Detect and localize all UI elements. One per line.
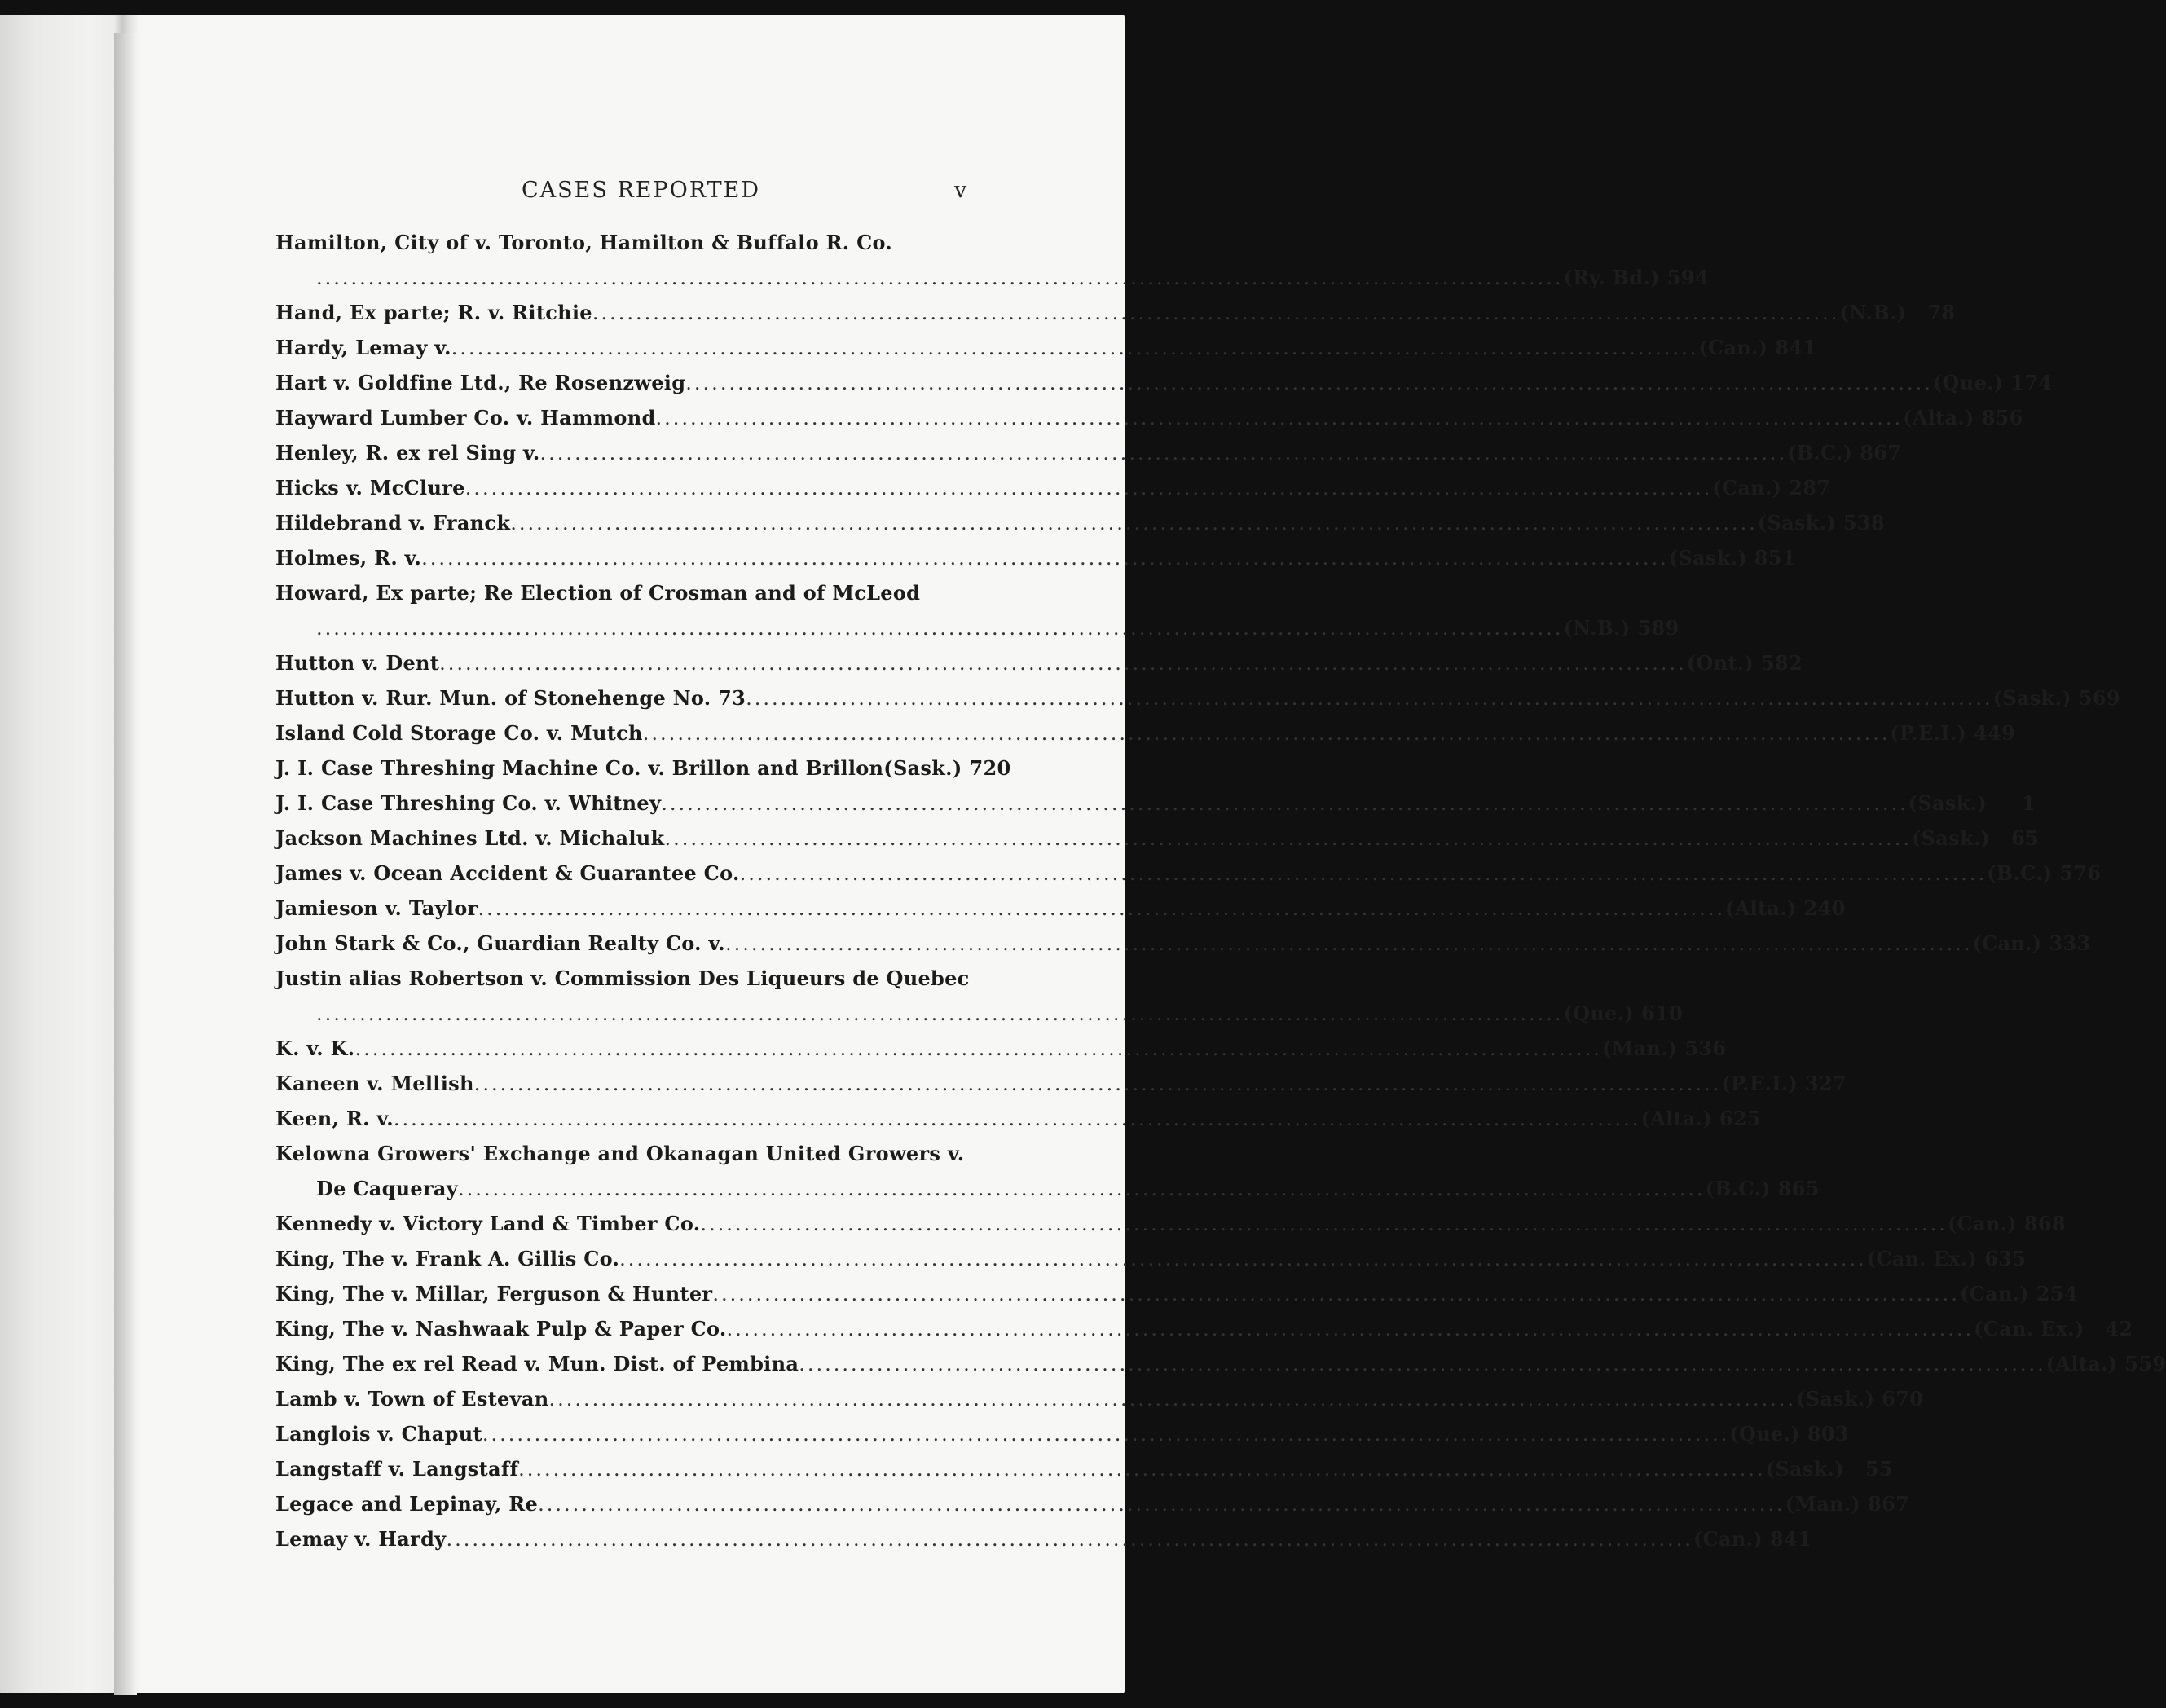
case-entry (275, 1206, 2066, 1241)
leader-dots (656, 401, 1904, 436)
court-abbrev: (Alta.) (1640, 1107, 1712, 1130)
case-entry (275, 715, 2016, 751)
leader-dots (446, 1522, 1693, 1557)
leader-dots (712, 1277, 1960, 1312)
page-folio: v (954, 178, 969, 203)
court-abbrev: (Sask.) (1757, 511, 1837, 535)
case-name: Langstaff v. Langstaff (275, 1457, 519, 1481)
case-name: Hamilton, City of v. Toronto, Hamilton & Buffalo R. Co. (275, 231, 893, 254)
case-list (275, 225, 2166, 1556)
court-abbrev: (Man.) (1785, 1492, 1861, 1516)
leader-dots (394, 1102, 1641, 1137)
page-number: 55 (1864, 1457, 1893, 1481)
leader-dots (538, 1487, 1785, 1522)
case-entry (275, 680, 2120, 715)
running-head-title: CASES REPORTED (522, 178, 761, 203)
case-entry (275, 891, 1846, 926)
leader-dots (478, 891, 1725, 927)
case-entry (275, 1276, 2078, 1311)
page-number: 449 (1974, 721, 2016, 745)
court-abbrev: (Que.) (1563, 1001, 1635, 1025)
page-number: 254 (2036, 1282, 2078, 1305)
court-abbrev: (Man.) (1602, 1037, 1678, 1060)
case-name: John Stark & Co., Guardian Realty Co. v. (275, 931, 725, 955)
leader-dots (725, 927, 1973, 962)
leader-dots (661, 786, 1908, 821)
case-entry (275, 1416, 1849, 1451)
court-abbrev: (Alta.) (1725, 896, 1797, 920)
page-number: 635 (1984, 1247, 2027, 1270)
court-abbrev: (P.E.I.) (1721, 1072, 1798, 1095)
page-number: 625 (1719, 1107, 1761, 1130)
case-entry (275, 505, 1886, 540)
case-name: J. I. Case Threshing Co. v. Whitney (275, 791, 662, 815)
court-abbrev: (Que.) (1729, 1422, 1800, 1446)
page-number: 78 (1927, 301, 1956, 324)
court-abbrev: (Que.) (1932, 371, 2004, 394)
page-number: 559 (2124, 1352, 2166, 1376)
court-abbrev: (Sask.) (1796, 1387, 1875, 1411)
case-name: Hand, Ex parte; R. v. Ritchie (275, 301, 592, 324)
page-number: 851 (1754, 546, 1796, 570)
leader-dots (518, 1452, 1766, 1487)
case-name: Lamb v. Town of Estevan (275, 1387, 549, 1411)
case-name: Holmes, R. v. (275, 546, 422, 570)
case-entry (275, 1241, 2027, 1276)
case-entry (275, 330, 1817, 365)
case-name: Hart v. Goldfine Ltd., Re Rosenzweig (275, 371, 686, 394)
page-number: 670 (1882, 1387, 1924, 1411)
case-entry (275, 645, 1803, 680)
leader-dots (548, 1382, 1796, 1417)
leader-dots (316, 261, 1564, 296)
page-number: 841 (1775, 336, 1817, 359)
case-entry (275, 540, 1796, 575)
page-number: 589 (1637, 616, 1680, 640)
case-name: K. v. K. (275, 1037, 355, 1060)
case-name: Hayward Lumber Co. v. Hammond (275, 406, 656, 429)
leader-dots (592, 296, 1840, 331)
case-entry (275, 751, 1011, 786)
court-abbrev: (Alta.) (1903, 406, 1974, 429)
leader-dots (458, 1172, 1706, 1207)
leader-dots (740, 856, 1988, 891)
case-name: Kaneen v. Mellish (275, 1072, 474, 1095)
page-number: 576 (2059, 861, 2102, 885)
court-abbrev: (B.C.) (1705, 1177, 1771, 1200)
page-number: 868 (2023, 1212, 2066, 1235)
case-name: J. I. Case Threshing Machine Co. v. Brillon and Brillon (275, 756, 884, 780)
case-name: Lemay v. Hardy (275, 1527, 447, 1551)
court-abbrev: (Can.) (1693, 1527, 1763, 1551)
page-number: 841 (1769, 1527, 1812, 1551)
leader-dots (465, 471, 1713, 506)
case-entry (275, 1521, 1812, 1556)
page-number: 569 (2078, 686, 2120, 710)
page-number: 327 (1805, 1072, 1847, 1095)
court-abbrev: (B.C.) (1987, 861, 2053, 885)
court-abbrev: (Sask.) (1912, 826, 1991, 850)
page-number: 287 (1789, 476, 1831, 500)
case-name: Jamieson v. Taylor (275, 896, 478, 920)
leader-dots (451, 331, 1699, 366)
page-gutter (114, 33, 137, 1695)
leader-dots (643, 716, 1891, 751)
case-name: Langlois v. Chaput (275, 1422, 482, 1446)
leader-dots (510, 506, 1758, 541)
case-name: Hutton v. Rur. Mun. of Stonehenge No. 73 (275, 686, 746, 710)
court-abbrev: (Can.) (1959, 1282, 2029, 1305)
leader-dots (474, 1067, 1722, 1102)
case-entry (275, 1451, 1893, 1486)
case-name: Kelowna Growers' Exchange and Okanagan United Growers v. (275, 1142, 965, 1165)
page-number: 333 (2049, 931, 2091, 955)
page-number: 594 (1666, 266, 1709, 289)
case-entry (275, 225, 1709, 295)
case-entry (275, 1311, 2133, 1346)
case-entry (275, 961, 1684, 1031)
case-name: Hardy, Lemay v. (275, 336, 451, 359)
leader-dots (746, 681, 1993, 716)
page-number: 867 (1860, 441, 1902, 464)
page-number: 867 (1868, 1492, 1910, 1516)
case-entry (275, 1031, 1727, 1066)
case-entry (275, 365, 2053, 400)
court-abbrev: (Sask.) (1992, 686, 2071, 710)
case-name: Island Cold Storage Co. v. Mutch (275, 721, 643, 745)
page-number: 803 (1807, 1422, 1849, 1446)
court-abbrev: (Sask.) (1908, 791, 1987, 815)
case-entry (275, 575, 1680, 645)
case-entry (275, 435, 1902, 470)
case-entry (275, 856, 2102, 891)
page-number: 856 (1981, 406, 2023, 429)
court-abbrev: (P.E.I.) (1890, 721, 1967, 745)
court-abbrev: (Can. Ex.) (1974, 1317, 2085, 1340)
page-number: 582 (1761, 651, 1803, 675)
case-name: Justin alias Robertson v. Commission Des Liqueurs de Quebec (275, 966, 970, 990)
court-abbrev: (N.B.) (1563, 616, 1631, 640)
case-entry (275, 1066, 1847, 1101)
case-entry (275, 926, 2091, 961)
case-name: King, The v. Millar, Ferguson & Hunter (275, 1282, 713, 1305)
leader-dots (439, 646, 1687, 681)
court-abbrev: (Ry. Bd.) (1563, 266, 1660, 289)
page-number: 865 (1777, 1177, 1820, 1200)
case-name: Jackson Machines Ltd. v. Michaluk (275, 826, 665, 850)
case-name: Hutton v. Dent (275, 651, 440, 675)
case-name: Hicks v. McClure (275, 476, 465, 500)
case-entry (275, 1101, 1761, 1136)
court-abbrev: (Can.) (1698, 336, 1768, 359)
case-entry (275, 1346, 2166, 1381)
court-abbrev: (Ont.) (1686, 651, 1754, 675)
leader-dots (316, 997, 1564, 1032)
court-abbrev: (Sask.) (1668, 546, 1747, 570)
court-abbrev: (Sask.) (1765, 1457, 1844, 1481)
leader-dots (727, 1312, 1974, 1347)
leader-dots (700, 1207, 1948, 1242)
court-abbrev: (N.B.) (1839, 301, 1907, 324)
case-name: Howard, Ex parte; Re Election of Crosman and of McLeod (275, 581, 921, 605)
leader-dots (619, 1242, 1867, 1277)
court-abbrev: (Can.) (1712, 476, 1782, 500)
case-entry (275, 821, 2040, 856)
case-name: Kennedy v. Victory Land & Timber Co. (275, 1212, 701, 1235)
case-entry (275, 786, 2036, 821)
page-number: 538 (1843, 511, 1886, 535)
page-number: 174 (2010, 371, 2053, 394)
court-abbrev: (Alta.) (2045, 1352, 2118, 1376)
court-abbrev: (Can. Ex.) (1866, 1247, 1978, 1270)
case-entry (275, 295, 1956, 330)
case-entry (275, 400, 2023, 435)
page-number: 610 (1641, 1001, 1684, 1025)
leader-dots (799, 1347, 2046, 1382)
case-entry (275, 470, 1831, 505)
case-name: King, The ex rel Read v. Mun. Dist. of Pembina (275, 1352, 799, 1376)
page-number: 1 (2022, 791, 2036, 815)
case-name: Hildebrand v. Franck (275, 511, 511, 535)
case-name: King, The v. Nashwaak Pulp & Paper Co. (275, 1317, 727, 1340)
case-name: Henley, R. ex rel Sing v. (275, 441, 540, 464)
court-abbrev: (B.C.) (1787, 441, 1853, 464)
case-name-continued: De Caqueray (316, 1177, 459, 1200)
leader-dots (664, 821, 1912, 856)
leader-dots (685, 366, 1933, 401)
case-entry (275, 1136, 1820, 1206)
case-name: King, The v. Frank A. Gillis Co. (275, 1247, 620, 1270)
court-abbrev: (Can.) (1972, 931, 2042, 955)
case-entry (275, 1381, 1924, 1416)
court-abbrev: (Sask.) (883, 756, 962, 780)
leader-dots (316, 611, 1564, 646)
leader-dots (482, 1417, 1730, 1452)
page-number: 240 (1803, 896, 1846, 920)
page-number: 720 (969, 756, 1011, 780)
page-number: 536 (1684, 1037, 1727, 1060)
case-name: Legace and Lepinay, Re (275, 1492, 539, 1516)
leader-dots (540, 436, 1788, 471)
leader-dots (354, 1032, 1602, 1067)
case-name: Keen, R. v. (275, 1107, 394, 1130)
case-entry (275, 1486, 1910, 1521)
court-abbrev: (Can.) (1947, 1212, 2017, 1235)
page-number: 42 (2105, 1317, 2133, 1340)
case-name: James v. Ocean Accident & Guarantee Co. (275, 861, 740, 885)
page-number: 65 (2011, 826, 2040, 850)
leader-dots (421, 541, 1669, 576)
